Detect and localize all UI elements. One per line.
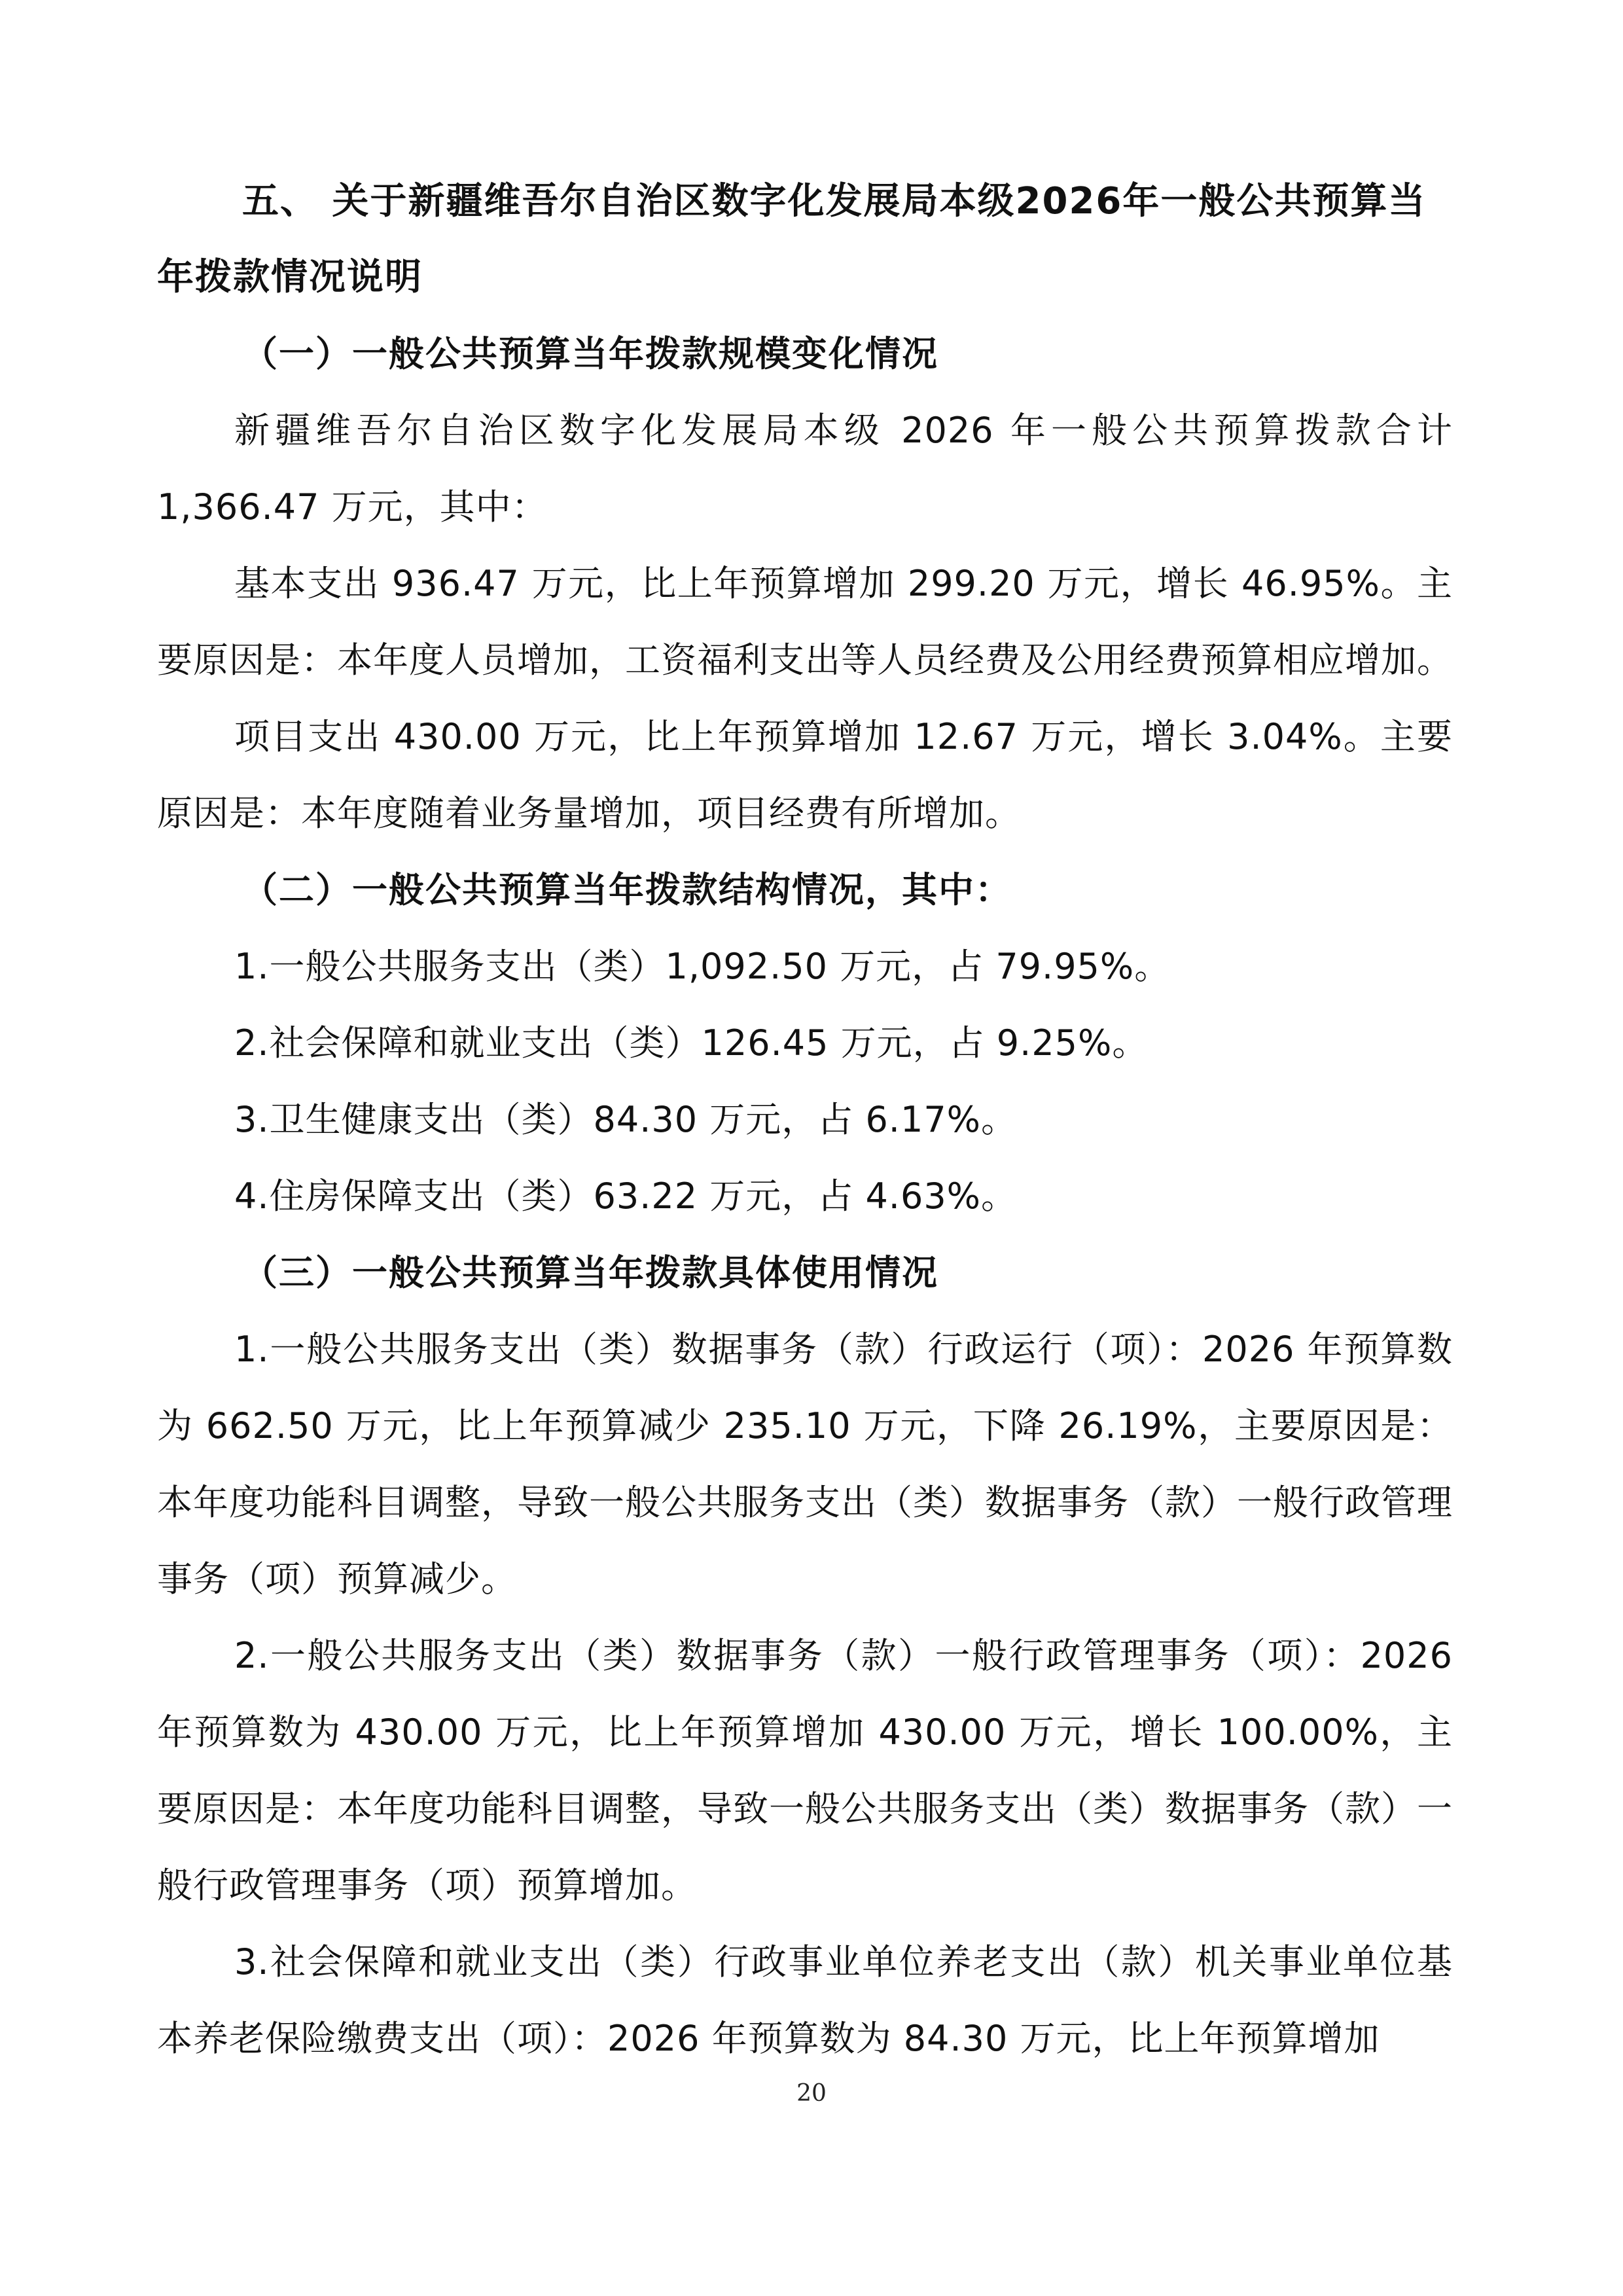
paragraph: 基本支出 936.47 万元，比上年预算增加 299.20 万元，增长 46.95%。主要原因是：本年度人员增加，工资福利支出等人员经费及公用经费预算相应增加。: [157, 563, 1453, 681]
subsection-heading-2: （二）一般公共预算当年拨款结构情况，其中：: [242, 869, 1012, 910]
subsection-heading-1: （一）一般公共预算当年拨款规模变化情况: [242, 333, 938, 374]
list-item: 2.社会保障和就业支出（类）126.45 万元，占 9.25%。: [234, 1022, 1149, 1064]
list-item: 1.一般公共服务支出（类）1,092.50 万元，占 79.95%。: [234, 946, 1171, 987]
paragraph: 1.一般公共服务支出（类）数据事务（款）行政运行（项）：2026 年预算数为 662.50 万元，比上年预算减少 235.10 万元，下降 26.19%，主要原因是：本年度功能科目调整，导致一般公共服务支出（类）数据事务（款）一般行政管理事务（项）预算减少。: [157, 1329, 1453, 1600]
list-item: 4.住房保障支出（类）63.22 万元，占 4.63%。: [234, 1175, 1017, 1217]
paragraph: 2.一般公共服务支出（类）数据事务（款）一般行政管理事务（项）：2026 年预算数为 430.00 万元，比上年预算增加 430.00 万元，增长 100.00%，主要原因是：本年度功能科目调整，导致一般公共服务支出（类）数据事务（款）一般行政管理事务（项）预算增加。: [157, 1635, 1453, 1906]
paragraph: 3.社会保障和就业支出（类）行政事业单位养老支出（款）机关事业单位基本养老保险缴费支出（项）：2026 年预算数为 84.30 万元，比上年预算增加: [157, 1941, 1453, 2059]
paragraph: 新疆维吾尔自治区数字化发展局本级 2026 年一般公共预算拨款合计 1,366.47 万元，其中：: [157, 410, 1453, 528]
section-title: 五、 关于新疆维吾尔自治区数字化发展局本级2026年一般公共预算当年拨款情况说明: [157, 180, 1427, 298]
paragraph: 项目支出 430.00 万元，比上年预算增加 12.67 万元，增长 3.04%。主要原因是：本年度随着业务量增加，项目经费有所增加。: [157, 716, 1453, 834]
list-item: 3.卫生健康支出（类）84.30 万元，占 6.17%。: [234, 1099, 1017, 1140]
subsection-heading-3: （三）一般公共预算当年拨款具体使用情况: [242, 1252, 938, 1293]
document-body: [157, 164, 1453, 2077]
page-number: 20: [796, 2080, 827, 2107]
